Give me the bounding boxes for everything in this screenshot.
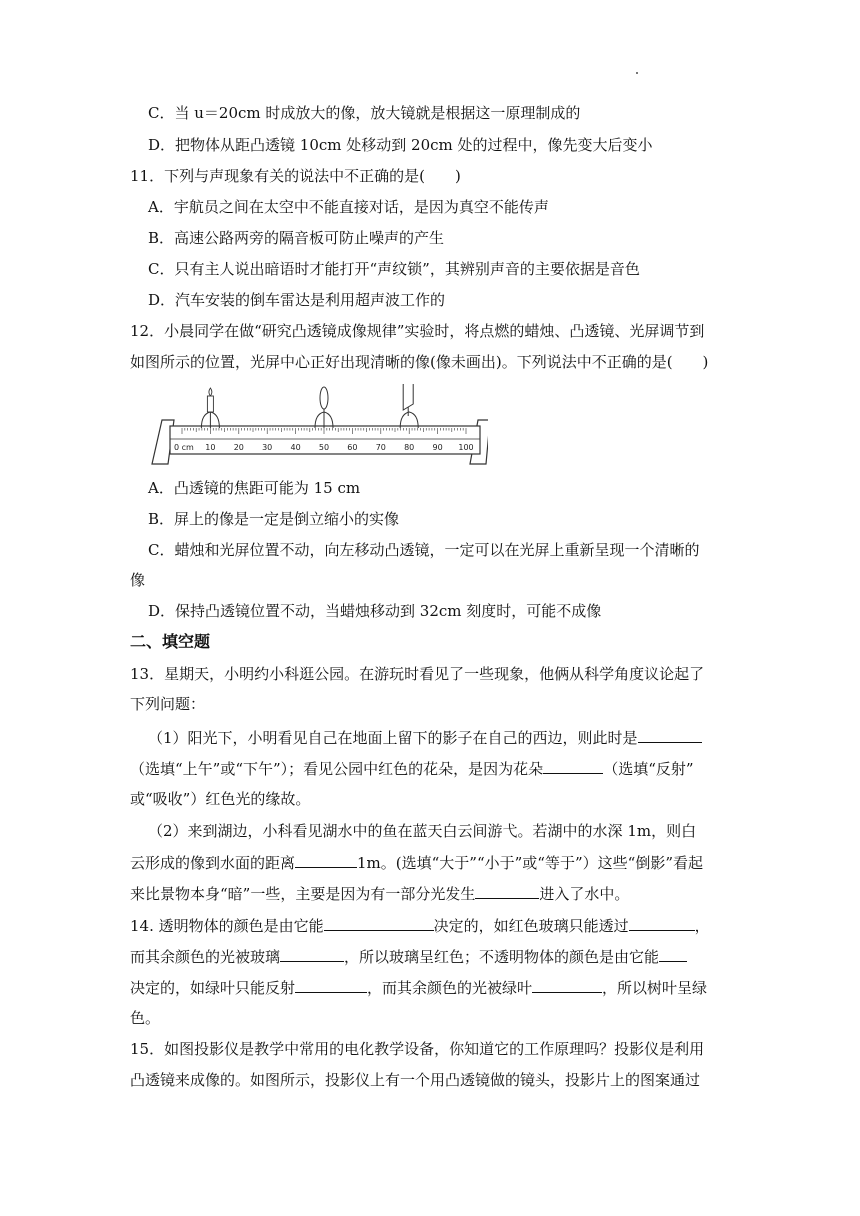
q13-part2-text-c: 来比景物本身“暗”一些，主要是因为有一部分光发生 bbox=[130, 885, 476, 903]
convex-lens-icon bbox=[315, 387, 333, 428]
q12-option-b: B．屏上的像是一定是倒立缩小的实像 bbox=[148, 510, 400, 528]
q12-stem-line1: 12．小晨同学在做“研究凸透镜成像规律”实验时，将点燃的蜡烛、凸透镜、光屏调节到 bbox=[130, 322, 705, 340]
bench-base bbox=[152, 420, 488, 464]
q13-part1-text-b: （选填“反射” bbox=[603, 760, 694, 778]
ruler-tick-label: 90 bbox=[432, 443, 443, 452]
answer-blank[interactable] bbox=[543, 758, 603, 774]
answer-blank[interactable] bbox=[532, 977, 602, 993]
q14-line1 bbox=[130, 915, 710, 936]
q12-option-c-line1: C．蜡烛和光屏位置不动，向左移动凸透镜，一定可以在光屏上重新呈现一个清晰的 bbox=[148, 541, 700, 559]
ruler-unit-label: 0 cm bbox=[174, 443, 194, 452]
q10-option-c: C．当 u＝20cm 时成放大的像，放大镜就是根据这一原理制成的 bbox=[148, 104, 581, 122]
q14-text-a: 14. 透明物体的颜色是由它能 bbox=[130, 917, 324, 935]
q14-text-h: ，所以树叶呈绿 bbox=[602, 979, 708, 997]
q10-option-d: D．把物体从距凸透镜 10cm 处移动到 20cm 处的过程中，像先变大后变小 bbox=[148, 136, 653, 154]
answer-blank[interactable] bbox=[475, 883, 539, 899]
q15-line2: 凸透镜来成像的。如图所示，投影仪上有一个用凸透镜做的镜头，投影片上的图案通过 bbox=[130, 1071, 701, 1089]
q11-option-a: A．宇航员之间在太空中不能直接对话，是因为真空不能传声 bbox=[148, 198, 549, 216]
q14-line3 bbox=[130, 977, 707, 998]
ruler-tick-label: 20 bbox=[233, 443, 244, 452]
q13-stem-line2: 下列问题： bbox=[130, 695, 206, 713]
q13-part2-line3 bbox=[130, 883, 629, 904]
ruler-tick-label: 40 bbox=[290, 443, 301, 452]
q12-option-a: A．凸透镜的焦距可能为 15 cm bbox=[148, 479, 361, 497]
q14-text-c: ， bbox=[694, 917, 710, 935]
ruler-tick-label: 80 bbox=[404, 443, 415, 452]
q14-line2 bbox=[130, 946, 687, 967]
q14-line4: 色。 bbox=[130, 1009, 161, 1027]
q13-part2-line1: （2）来到湖边，小科看见湖水中的鱼在蓝天白云间游弋。若湖中的水深 1m，则白 bbox=[148, 822, 697, 840]
q14-text-d: 而其余颜色的光被玻璃 bbox=[130, 948, 281, 966]
q13-part1-line2 bbox=[130, 758, 694, 779]
q12-stem-line2: 如图所示的位置，光屏中心正好出现清晰的像(像未画出)。下列说法中不正确的是( ) bbox=[130, 353, 709, 371]
q13-part2-text-b: 1m。(选填“大于”“小于”或“等于”）这些“倒影”看起 bbox=[357, 854, 703, 872]
q14-text-e: ，所以玻璃呈红色；不透明物体的颜色是由它能 bbox=[344, 948, 660, 966]
answer-blank[interactable] bbox=[295, 852, 357, 868]
answer-blank[interactable] bbox=[659, 946, 687, 962]
q14-text-f: 决定的，如绿叶只能反射 bbox=[130, 979, 296, 997]
q14-text-g: ，而其余颜色的光被绿叶 bbox=[367, 979, 533, 997]
q11-option-d: D．汽车安装的倒车雷达是利用超声波工作的 bbox=[148, 291, 446, 309]
screen-icon bbox=[400, 384, 418, 428]
ruler-tick-label: 10 bbox=[205, 443, 216, 452]
q12-option-d: D．保持凸透镜位置不动，当蜡烛移动到 32cm 刻度时，可能不成像 bbox=[148, 602, 602, 620]
ruler-tick-label: 100 bbox=[458, 443, 474, 452]
q12-option-c-line2: 像 bbox=[130, 571, 146, 589]
q13-part2-line2 bbox=[130, 852, 703, 873]
page-mark-dot bbox=[636, 72, 638, 74]
q14-text-b: 决定的，如红色玻璃只能透过 bbox=[433, 917, 629, 935]
q11-stem: 11．下列与声现象有关的说法中不正确的是( ) bbox=[130, 167, 461, 185]
answer-blank[interactable] bbox=[324, 915, 434, 931]
ruler-tick-label: 30 bbox=[262, 443, 273, 452]
answer-blank[interactable] bbox=[280, 946, 344, 962]
q13-part1-line3: 或“吸收”）红色光的缘故。 bbox=[130, 790, 311, 808]
section-heading-fill-in: 二、填空题 bbox=[130, 632, 211, 651]
ruler-tick-label: 70 bbox=[375, 443, 386, 452]
optical-bench-figure bbox=[148, 384, 488, 472]
q13-part2-text-d: 进入了水中。 bbox=[539, 885, 630, 903]
candle-icon bbox=[201, 388, 219, 428]
answer-blank[interactable] bbox=[295, 977, 367, 993]
answer-blank[interactable] bbox=[638, 727, 702, 743]
answer-blank[interactable] bbox=[629, 915, 695, 931]
q13-part1-line1 bbox=[148, 727, 702, 748]
q13-part1-text-a: （选填“上午”或“下午”）；看见公园中红色的花朵，是因为花朵 bbox=[130, 760, 544, 778]
q15-line1: 15．如图投影仪是教学中常用的电化教学设备，你知道它的工作原理吗？投影仪是利用 bbox=[130, 1040, 705, 1058]
q11-option-c: C．只有主人说出暗语时才能打开“声纹锁”，其辨别声音的主要依据是音色 bbox=[148, 260, 640, 278]
q13-stem-line1: 13．星期天，小明约小科逛公园。在游玩时看见了一些现象，他俩从科学角度议论起了 bbox=[130, 665, 705, 683]
q13-part2-text-a: 云形成的像到水面的距离 bbox=[130, 854, 296, 872]
q13-part1-text: （1）阳光下，小明看见自己在地面上留下的影子在自己的西边，则此时是 bbox=[148, 729, 638, 747]
ruler-tick-label: 50 bbox=[318, 443, 330, 452]
q11-option-b: B．高速公路两旁的隔音板可防止噪声的产生 bbox=[148, 229, 445, 247]
ruler-tick-label: 60 bbox=[347, 443, 358, 452]
